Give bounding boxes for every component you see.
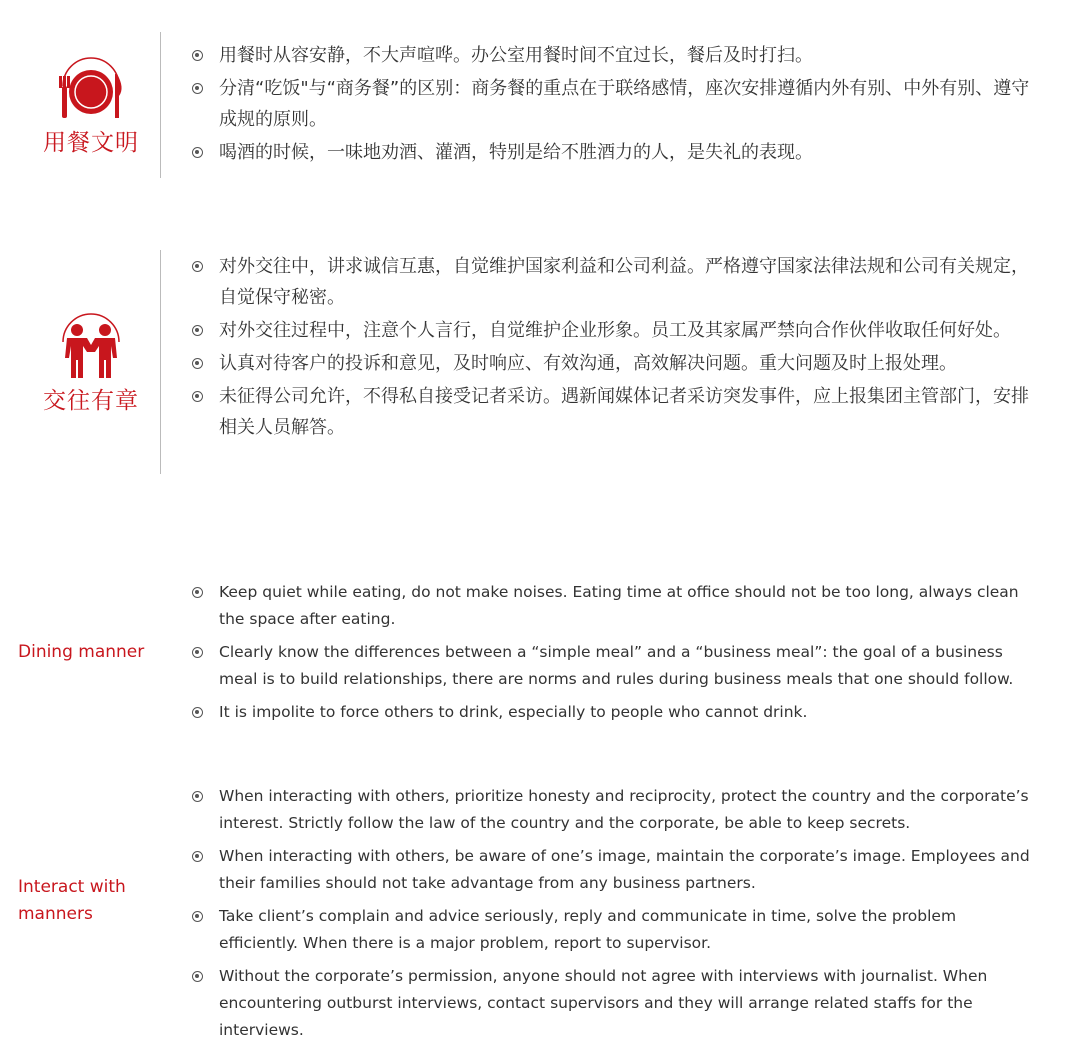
- radio-bullet-icon: [192, 261, 203, 272]
- list-item: Take client’s complain and advice seriously, reply and communicate in time, solve the problem efficiently. When there is a major problem, report to supervisor.: [192, 903, 1032, 957]
- list-item: 分清“吃饭"与“商务餐”的区别：商务餐的重点在于联络感情，座次安排遵循内外有别、中外有别、遵守成规的原则。: [192, 73, 1032, 135]
- section-label-dining-cn: 用餐文明: [43, 130, 139, 156]
- section-label-interact-en: [18, 874, 168, 928]
- radio-bullet-icon: [192, 83, 203, 94]
- list-item: 用餐时从容安静，不大声喧哗。办公室用餐时间不宜过长，餐后及时打扫。: [192, 40, 1032, 71]
- list-item: Keep quiet while eating, do not make noises. Eating time at office should not be too long, always clean the space after eating.: [192, 579, 1032, 633]
- list-item: Without the corporate’s permission, anyone should not agree with interviews with journalist. When encountering outburst interviews, contact supervisors and they will arrange related staffs for the interviews.: [192, 963, 1032, 1044]
- divider-line: [160, 250, 161, 474]
- list-item: 对外交往过程中，注意个人言行，自觉维护企业形象。员工及其家属严禁向合作伙伴收取任何好处。: [192, 315, 1032, 346]
- radio-bullet-icon: [192, 358, 203, 369]
- radio-bullet-icon: [192, 647, 203, 658]
- radio-bullet-icon: [192, 971, 203, 982]
- list-item: When interacting with others, prioritize honesty and reciprocity, protect the country and the corporate’s interest. Strictly follow the law of the country and the corporate, be able to keep secrets.: [192, 783, 1032, 837]
- radio-bullet-icon: [192, 851, 203, 862]
- radio-bullet-icon: [192, 587, 203, 598]
- list-item: 未征得公司允许，不得私自接受记者采访。遇新闻媒体记者采访突发事件，应上报集团主管部门，安排相关人员解答。: [192, 381, 1032, 443]
- section-label-dining-en: Dining manner: [18, 642, 145, 662]
- interact-en-list: [192, 783, 1032, 1050]
- dining-plate-icon: [55, 52, 127, 124]
- divider-line: [160, 32, 161, 178]
- interact-cn-list: [192, 251, 1032, 445]
- list-item: 对外交往中，讲求诚信互惠，自觉维护国家利益和公司利益。严格遵守国家法律法规和公司有关规定，自觉保守秘密。: [192, 251, 1032, 313]
- list-item: 喝酒的时候，一味地劝酒、灌酒，特别是给不胜酒力的人，是失礼的表现。: [192, 137, 1032, 168]
- radio-bullet-icon: [192, 147, 203, 158]
- list-item: Clearly know the differences between a “simple meal” and a “business meal”: the goal of a business meal is to build relationships, there are norms and rules during business meals that one should follow.: [192, 639, 1032, 693]
- list-item: When interacting with others, be aware of one’s image, maintain the corporate’s image. Employees and their families should not take advantage from any business partners.: [192, 843, 1032, 897]
- section-label-interact-cn: 交往有章: [43, 388, 139, 414]
- radio-bullet-icon: [192, 791, 203, 802]
- dining-cn-list: [192, 40, 1032, 170]
- radio-bullet-icon: [192, 50, 203, 61]
- handshake-people-icon: [55, 308, 127, 380]
- section-label-line: manners: [18, 904, 93, 924]
- radio-bullet-icon: [192, 911, 203, 922]
- section-label-line: Interact with: [18, 877, 126, 897]
- radio-bullet-icon: [192, 325, 203, 336]
- list-item: 认真对待客户的投诉和意见，及时响应、有效沟通，高效解决问题。重大问题及时上报处理。: [192, 348, 1032, 379]
- dining-en-list: [192, 579, 1032, 732]
- radio-bullet-icon: [192, 707, 203, 718]
- list-item: It is impolite to force others to drink, especially to people who cannot drink.: [192, 699, 1032, 726]
- radio-bullet-icon: [192, 391, 203, 402]
